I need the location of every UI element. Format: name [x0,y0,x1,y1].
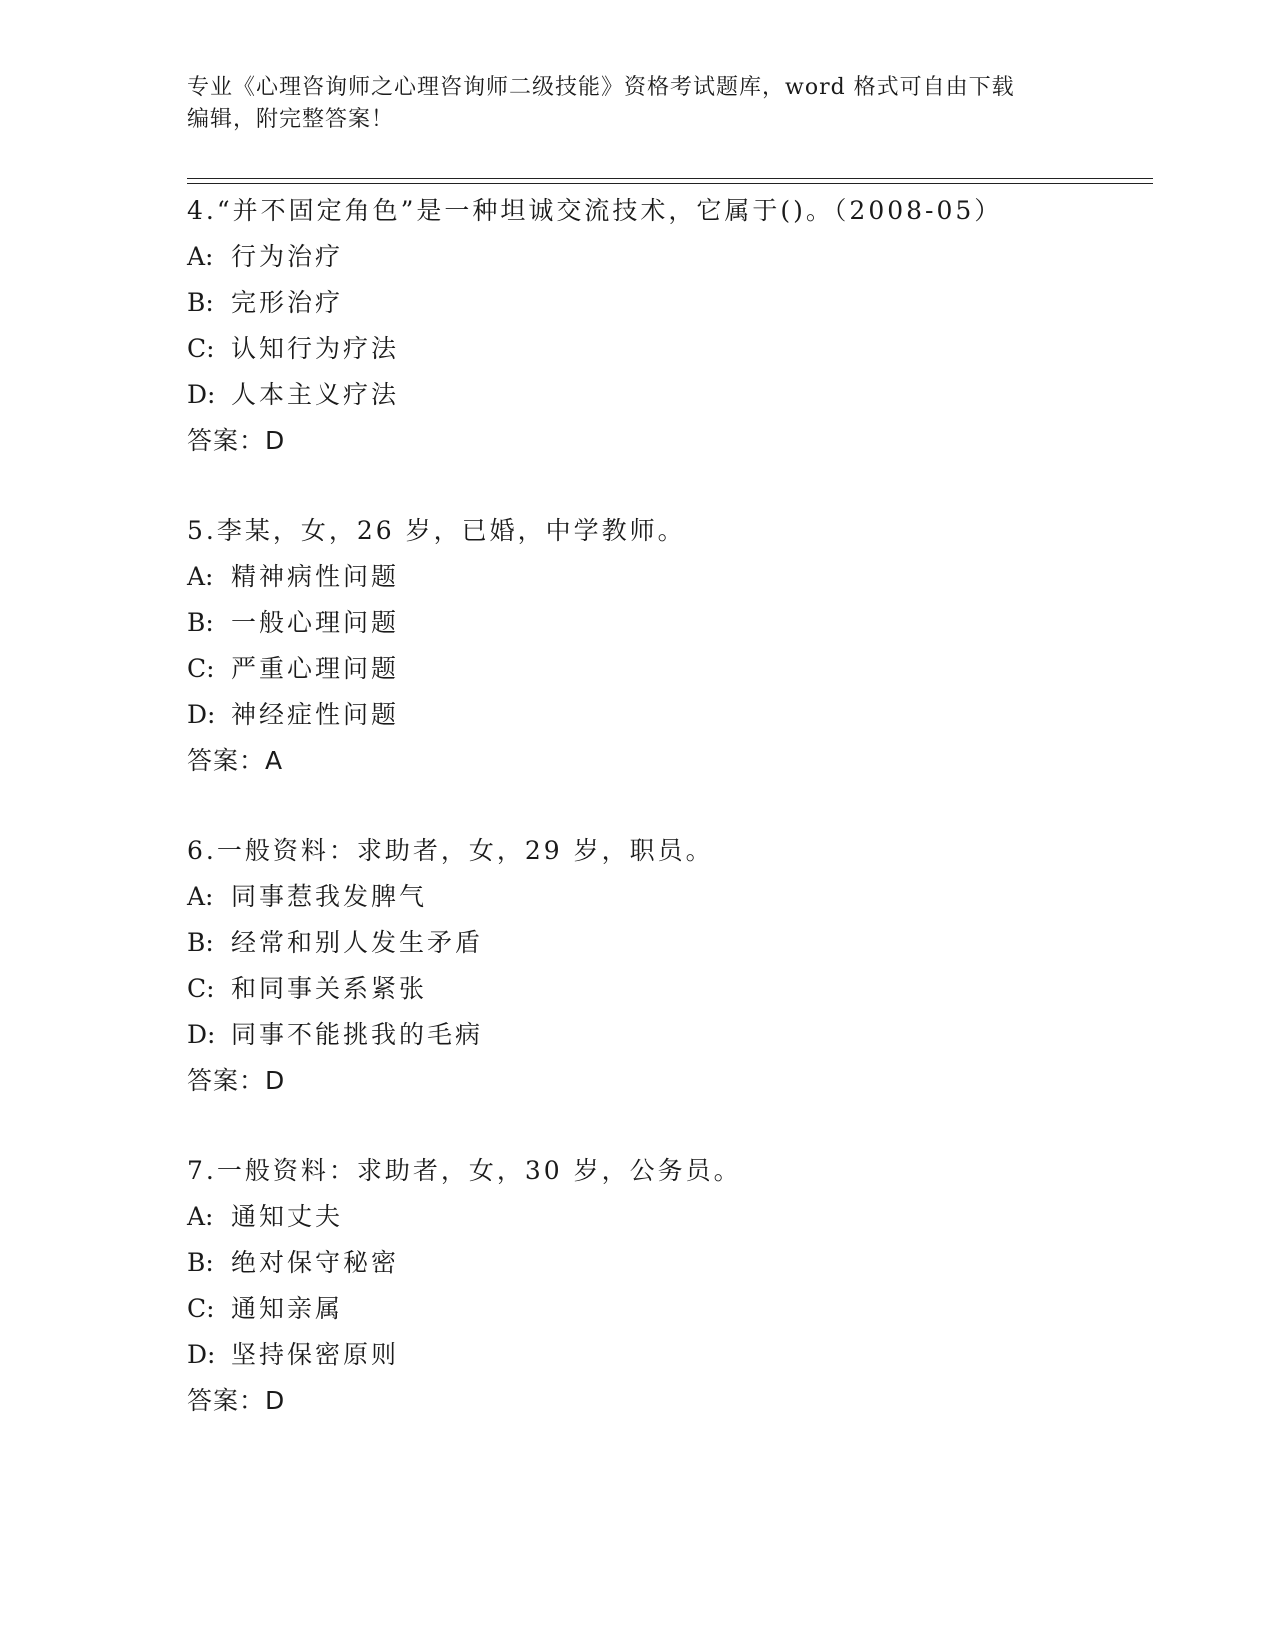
option-text: 通知丈夫 [231,1202,344,1231]
option-d [187,372,1167,418]
option-label: D: [187,1340,216,1369]
option-d [187,692,1167,738]
option-c [187,646,1167,692]
option-text: 绝对保守秘密 [231,1248,400,1277]
header-line-1: 专业《心理咨询师之心理咨询师二级技能》资格考试题库，word 格式可自由下载 [187,75,1015,100]
option-text: 同事不能挑我的毛病 [231,1020,484,1049]
question-spacer [187,784,1167,828]
option-d [187,1332,1167,1378]
option-label: C: [187,974,215,1003]
option-label: C: [187,654,215,683]
option-label: D: [187,700,216,729]
option-label: D: [187,380,216,409]
question-5 [187,508,1167,784]
option-text: 完形治疗 [231,288,344,317]
option-b [187,1240,1167,1286]
answer: 答案：A [187,746,284,775]
option-text: 神经症性问题 [231,700,400,729]
answer: 答案：D [187,426,286,455]
question-6 [187,828,1167,1104]
answer: 答案：D [187,1386,286,1415]
option-text: 精神病性问题 [231,562,400,591]
option-label: C: [187,1294,215,1323]
option-label: A: [187,242,214,271]
option-label: A: [187,882,214,911]
option-label: B: [187,608,214,637]
question-4 [187,188,1167,464]
question-spacer [187,464,1167,508]
question-stem: 7.一般资料：求助者，女，30 岁，公务员。 [187,1156,742,1185]
option-text: 经常和别人发生矛盾 [231,928,484,957]
option-text: 同事惹我发脾气 [231,882,428,911]
answer: 答案：D [187,1066,286,1095]
option-label: B: [187,928,214,957]
option-text: 一般心理问题 [231,608,400,637]
option-text: 和同事关系紧张 [231,974,428,1003]
option-text: 严重心理问题 [231,654,400,683]
option-b [187,280,1167,326]
option-b [187,600,1167,646]
header-divider-top [187,178,1153,179]
option-text: 通知亲属 [231,1294,344,1323]
question-list [187,188,1167,1424]
option-text: 行为治疗 [231,242,344,271]
option-a [187,234,1167,280]
question-spacer [187,1104,1167,1148]
option-a [187,554,1167,600]
question-stem: 4.“并不固定角色”是一种坦诚交流技术，它属于()。（2008-05） [187,196,1003,225]
option-label: A: [187,562,214,591]
option-label: A: [187,1202,214,1231]
header-line-2: 编辑，附完整答案！ [187,107,395,132]
option-d [187,1012,1167,1058]
option-c [187,966,1167,1012]
option-label: B: [187,1248,214,1277]
option-label: D: [187,1020,216,1049]
option-a [187,874,1167,920]
option-text: 坚持保密原则 [231,1340,400,1369]
header-divider-bottom [187,183,1153,184]
document-header [187,72,1087,136]
option-c [187,1286,1167,1332]
option-text: 认知行为疗法 [231,334,400,363]
option-b [187,920,1167,966]
question-7 [187,1148,1167,1424]
option-text: 人本主义疗法 [231,380,400,409]
question-stem: 5.李某，女，26 岁，已婚，中学教师。 [187,516,686,545]
option-c [187,326,1167,372]
option-a [187,1194,1167,1240]
option-label: B: [187,288,214,317]
option-label: C: [187,334,215,363]
question-stem: 6.一般资料：求助者，女，29 岁，职员。 [187,836,714,865]
